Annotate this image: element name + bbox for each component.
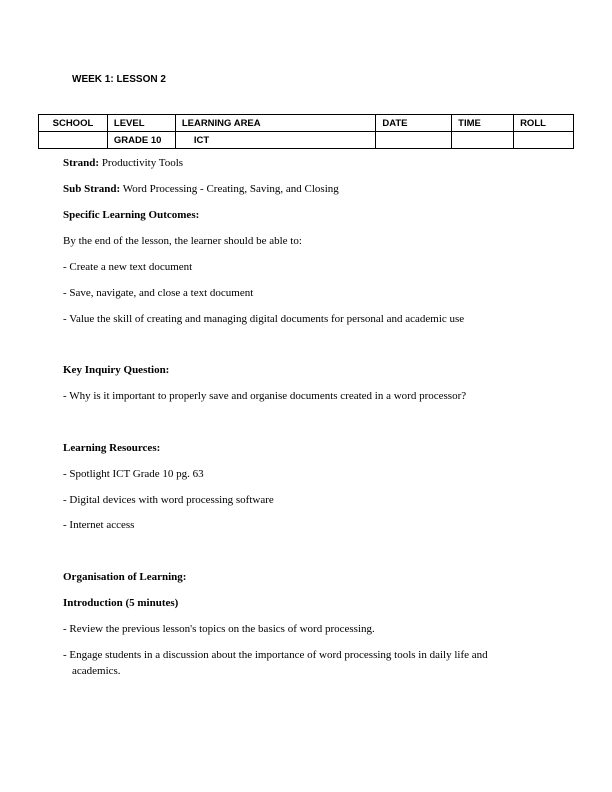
- header-cell: SCHOOL: [39, 115, 108, 132]
- kiq-heading: Key Inquiry Question:: [63, 364, 170, 376]
- header-cell: DATE: [376, 115, 452, 132]
- table-cell: [39, 132, 108, 149]
- resources-heading: Learning Resources:: [63, 442, 161, 454]
- table-header-row: [39, 115, 574, 132]
- strand-label: Strand:: [63, 157, 100, 169]
- lesson-title: WEEK 1: LESSON 2: [72, 74, 166, 85]
- header-cell: LEVEL: [107, 115, 175, 132]
- table-cell: GRADE 10: [107, 132, 175, 149]
- table-cell: ICT: [175, 132, 376, 149]
- list-item: - Digital devices with word processing software: [63, 494, 274, 506]
- list-item: - Save, navigate, and close a text document: [63, 287, 254, 299]
- table-row: [39, 132, 574, 149]
- table-cell: [452, 132, 514, 149]
- list-item: - Review the previous lesson's topics on the basics of word processing.: [63, 623, 375, 635]
- table-cell: [376, 132, 452, 149]
- slo-intro: By the end of the lesson, the learner should be able to:: [63, 235, 302, 247]
- lesson-info-table: [38, 114, 574, 149]
- header-cell: TIME: [452, 115, 514, 132]
- introduction-heading: Introduction (5 minutes): [63, 597, 179, 609]
- sub-strand-line: [63, 183, 339, 195]
- list-item: - Internet access: [63, 519, 135, 531]
- slo-heading: Specific Learning Outcomes:: [63, 209, 200, 221]
- header-cell: LEARNING AREA: [175, 115, 376, 132]
- organisation-heading: Organisation of Learning:: [63, 571, 187, 583]
- list-item: - Why is it important to properly save and organise documents created in a word processor?: [63, 390, 467, 402]
- list-item: - Create a new text document: [63, 261, 193, 273]
- strand-line: [63, 157, 183, 169]
- sub-strand-label: Sub Strand:: [63, 183, 121, 195]
- header-cell: ROLL: [514, 115, 574, 132]
- list-item: - Spotlight ICT Grade 10 pg. 63: [63, 468, 204, 480]
- list-item-continuation: academics.: [72, 665, 121, 677]
- table-cell: [514, 132, 574, 149]
- sub-strand-value: Word Processing - Creating, Saving, and Closing: [120, 183, 339, 195]
- strand-value: Productivity Tools: [99, 157, 184, 169]
- list-item: - Engage students in a discussion about the importance of word processing tools in daily life and: [63, 649, 488, 661]
- list-item: - Value the skill of creating and managing digital documents for personal and academic use: [63, 313, 465, 325]
